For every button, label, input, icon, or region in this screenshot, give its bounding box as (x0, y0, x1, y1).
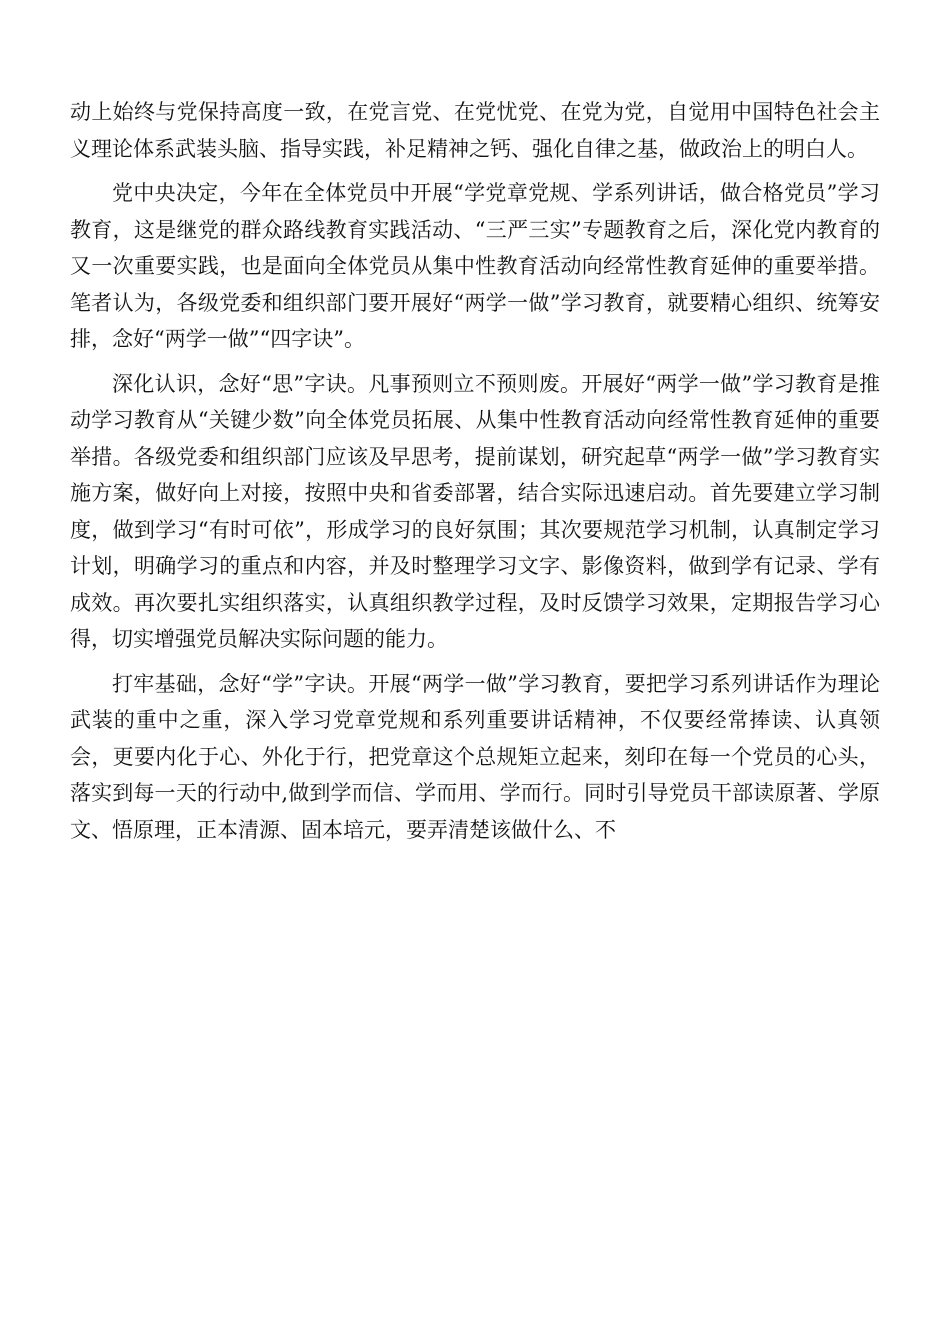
paragraph-study: 打牢基础，念好“学”字诀。开展“两学一做”学习教育，要把学习系列讲话作为理论武装的重中之重，深入学习党章党规和系列重要讲话精神，不仅要经常捧读、认真领会，更要内化于心、外化于行，把党章这个总规矩立起来，刻印在每一个党员的心头，落实到每一天的行动中,做到学而信、学而用、学而行。同时引导党员干部读原著、学原文、悟原理，正本清源、固本培元，要弄清楚该做什么、不 (70, 671, 880, 842)
paragraph-central-decision: 党中央决定，今年在全体党员中开展“学党章党规、学系列讲话，做合格党员”学习教育，这是继党的群众路线教育实践活动、“三严三实”专题教育之后，深化党内教育的又一次重要实践，也是面向全体党员从集中性教育活动向经常性教育延伸的重要举措。笔者认为，各级党委和组织部门要开展好“两学一做”学习教育，就要精心组织、统筹安排，念好“两学一做”“四字诀”。 (70, 181, 880, 351)
document-body (70, 94, 880, 848)
paragraph-continuation: 动上始终与党保持高度一致，在党言党、在党忧党、在党为党，自觉用中国特色社会主义理论体系武装头脑、指导实践，补足精神之钙、强化自律之基，做政治上的明白人。 (70, 100, 880, 161)
paragraph-think: 深化认识，念好“思”字诀。凡事预则立不预则废。开展好“两学一做”学习教育是推动学习教育从“关键少数”向全体党员拓展、从集中性教育活动向经常性教育延伸的重要举措。各级党委和组织部门应该及早思考，提前谋划，研究起草“两学一做”学习教育实施方案，做好向上对接，按照中央和省委部署，结合实际迅速启动。首先要建立学习制度，做到学习“有时可依”，形成学习的良好氛围；其次要规范学习机制，认真制定学习计划，明确学习的重点和内容，并及时整理学习文字、影像资料，做到学有记录、学有成效。再次要扎实组织落实，认真组织教学过程，及时反馈学习效果，定期报告学习心得，切实增强党员解决实际问题的能力。 (70, 371, 880, 651)
